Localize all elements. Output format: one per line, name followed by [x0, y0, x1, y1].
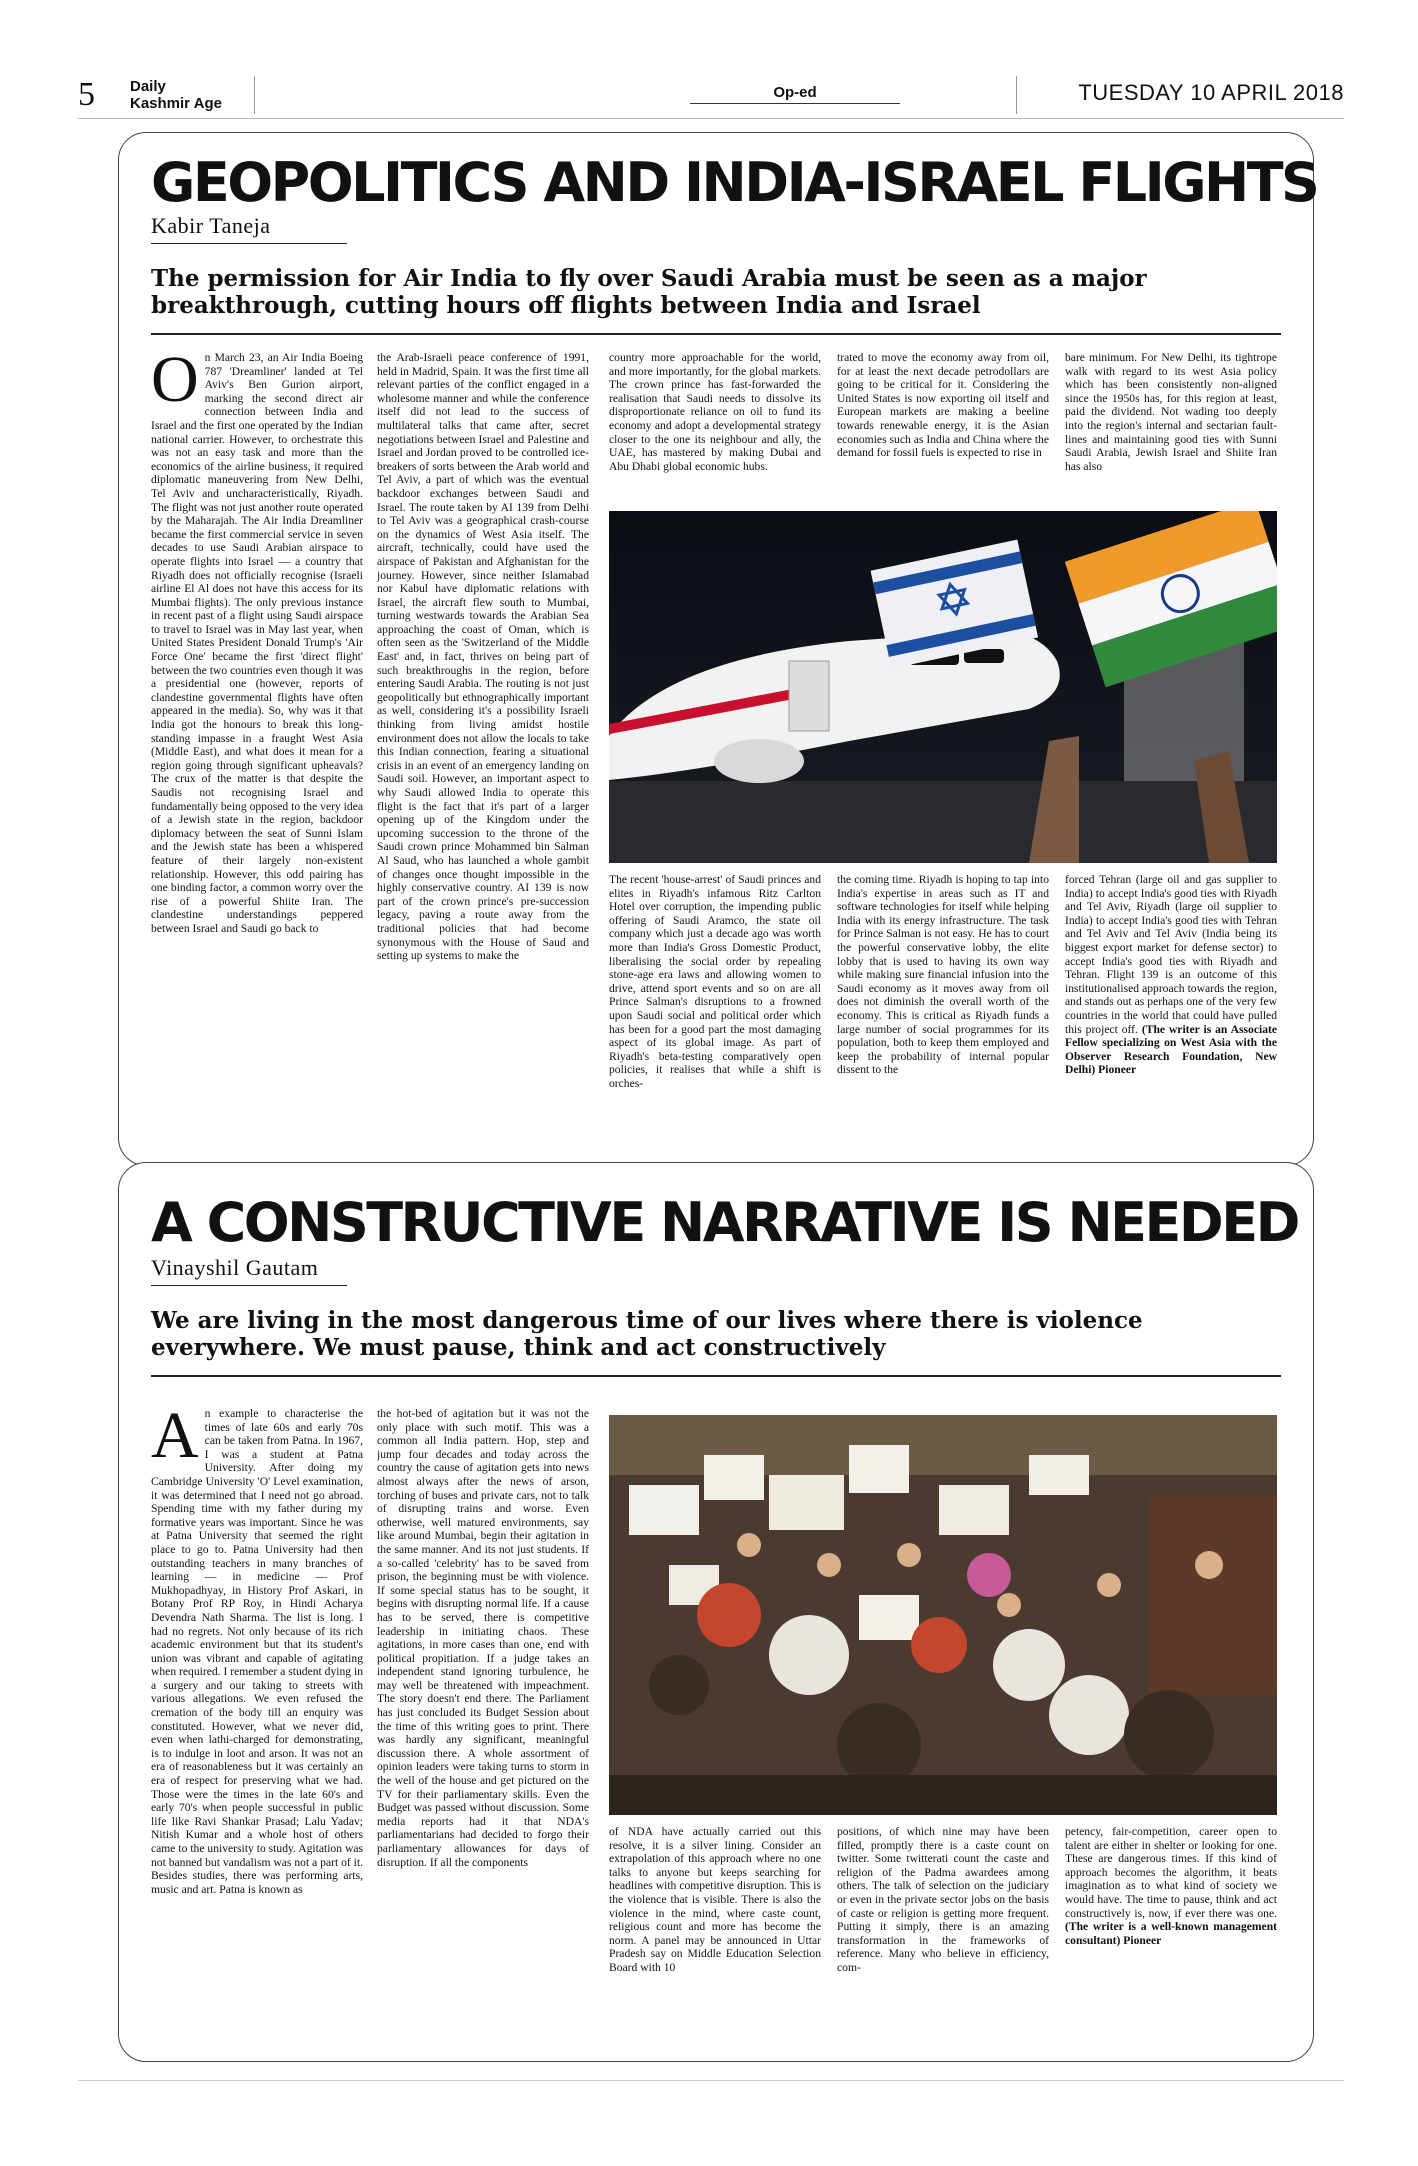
- section-label: Op-ed: [690, 84, 900, 104]
- photo-parliament-protest: [609, 1415, 1277, 1815]
- author-credit: (The writer is an Associate Fellow specializing on West Asia with the Observer Research Foundation, New Delhi) Pioneer: [1065, 1022, 1277, 1077]
- paper-name-line1: Daily: [130, 78, 166, 95]
- article-column-5-bottom: [1065, 873, 1277, 1153]
- divider: [1016, 76, 1017, 114]
- article-column-3-top: [609, 351, 821, 511]
- column-text: bare minimum. For New Delhi, its tightrope walk with regard to its west Asia policy which has been consistently non-aligned since the 1950s has, for this region at least, paid the dividend. Not wading too deeply into the region's internal and sectarian fault-lines and maintaining good ties with Sunni Saudi Arabia, Jewish Israel and Shiite Iran has also: [1065, 351, 1277, 473]
- divider: [151, 333, 1281, 335]
- column-text: n March 23, an Air India Boeing 787 'Dreamliner' landed at Tel Aviv's Ben Gurion airport, marking the second direct air connection between India and Israel and the first one operated by the Indian national carrier. However, to orchestrate this was not an easy task and more than the economics of the airline business, it required diplomatic maneuvering from New Delhi, Tel Aviv and uncharacteristically, Riyadh. The flight was not just another route operated by the Maharajah. The Air India Dreamliner became the first commercial service in seven decades to use Saudi Arabian airspace to operate flights into Israel — a country that Riyadh does not officially recognise (Israeli airline El Al does not have this access for its Mumbai flights). The only previous instance in recent past of a flight using Saudi airspace to travel to Israel was in May last year, when United States President Donald Trump's 'Air Force One' became the first 'direct flight' between the two countries even though it was a presidential one (however, reports of clandestine governmental flights have often appeared in the media). So, why was it that India got the honours to break this long-standing impasse in a fraught West Asia (Middle East), and what does it mean for a region going through significant upheavals? The crux of the matter is that despite the Saudis not recognising Israel and fundamentally being opposed to the very idea of a Jewish state in the region, backdoor diplomacy between the seat of Sunni Islam and the Jewish state has been a whispered feature of their largely non-existent relationship. However, this odd pairing has one binding factor, a common worry over the rise of a powerful Shiite Iran. The clandestine understandings peppered between Israel and Saudi go back to: [151, 351, 363, 935]
- footer-rule: [78, 2080, 1344, 2081]
- article-constructive-narrative: [118, 1162, 1314, 2062]
- article-standfirst: The permission for Air India to fly over Saudi Arabia must be seen as a major breakthrough, cutting hours off flights between India and Israel: [151, 265, 1147, 319]
- paper-name: [130, 78, 222, 112]
- article-column-5-top: [1065, 351, 1277, 511]
- article-column-2: [377, 1407, 589, 2047]
- column-text: trated to move the economy away from oil, for at least the next decade petrodollars are going to be critical for it. Considering the United States is now exporting oil itself and European markets are making a beeline towards renewable energy, it is the Asian economies such as India and China where the demand for fossil fuels is expected to rise in: [837, 351, 1049, 460]
- column-text: positions, of which nine may have been filled, promptly there is a caste count on twitter. Some twitterati count the caste and religion of the Padma awardees among others. The talk of selection on the judiciary or even in the private sector jobs on the basis of caste or religion is getting more frequent. Putting it simply, there is an amazing transformation in the frameworks of reference. Many who believe in efficiency, com-: [837, 1825, 1049, 1974]
- column-text: the Arab-Israeli peace conference of 1991, held in Madrid, Spain. It was the first time all relevant parties of the conflict engaged in a wholesome manner and while the conference itself did not lead to the success of multilateral talks that came after, secret negotiations between Israel and Palestine and Israel and Jordan proved to be controlled ice-breakers of sorts between the Arab world and Tel Aviv, a part of which was the eventual backdoor exchanges between Saudi and Israel. The route taken by AI 139 from Delhi to Tel Aviv was a geographical crash-course on the dynamics of West Asia itself. The aircraft, technically, could have used the airspace of Pakistan and Afghanistan for the journey. However, since neither Islamabad nor Kabul have diplomatic relations with Israel, the aircraft flew south to Mumbai, turning westwards towards the Arabian Sea approaching the coast of Oman, which is often seen as the 'Switzerland of the Middle East' and, in fact, thrives on being part of such breakthroughs in the region, before entering Saudi Arabia. The routing is not just geopolitically but ethnographically important as well, considering it's a possibility Israeli thinking from living amidst hostile environment does not allow the locals to take this Indian connection, fearing a situational crisis in an event of an emergency landing on Saudi soil. However, an important aspect to why Saudi allowed India to operate this flight is the fact that it's part of a larger opening up of the Kingdom under the upcoming succession to the throne of the Saudi crown prince Mohammed bin Salman Al Saud, who has launched a whole gambit of changes once thought impossible in the highly conservative country. AI 139 is now part of the crown prince's pre-succession legacy, paving a route away from the traditional policies that had become synonymous with the House of Saud and setting up systems to make the: [377, 351, 589, 963]
- article-geopolitics: [118, 132, 1318, 1166]
- article-column-1: [151, 351, 363, 1151]
- drop-cap: O: [151, 351, 199, 416]
- column-text: the hot-bed of agitation but it was not the only place with such motif. This was a common all India pattern. Hop, step and jump four decades and today across the country the cause of agitation gets into news almost always after the news of arson, torching of buses and private cars, not to talk of disrupting trains and worse. Even otherwise, well matured environments, say like around Mumbai, begin their agitation in the same manner. And its not just students. If a so-called 'celebrity' has to be saved from prison, the beginning must be with violence. If some special status has to be sought, it begins with disrupting normal life. If a cause has to be served, there is competitive leadership in initiating chaos. These agitations, in more cases than one, end with political propitiation. If a judge takes an independent stand ignoring turbulence, he may well be threatened with impeachment. The story doesn't end there. The Parliament has just concluded its Budget Session about the time of this writing goes to print. There was hardly any significant, meaningful discussion there. A whole assortment of opinion leaders were taking turns to storm in the well of the house and get pictured on the TV for their parliamentary skills. Even the Budget was passed without discussion. Some media reports had it that NDA's parliamentarians had decided to forgo their parliamentary allowances for days of disruption. If all the components: [377, 1407, 589, 1869]
- author-credit: (The writer is a well-known management consultant) Pioneer: [1065, 1920, 1277, 1947]
- column-text: petency, fair-competition, career open to talent are either in shelter or looking for one. These are dangerous times. If this kind of approach becomes the algorithm, it beats imagination as to what kind of society we would have. The time to pause, think and act constructively is, now, if ever there was one.: [1065, 1825, 1277, 1920]
- masthead-rule: [78, 118, 1344, 119]
- column-text: of NDA have actually carried out this resolve, it is a silver lining. Consider an extrapolation of this approach where no one talks to anyone but keeps searching for headlines with competitive disruption. This is the violence that is visible. There is also the violence in the mind, where caste count, religious count and more has become the norm. A panel may be announced in Uttar Pradesh say on Middle Education Selection Board with 10: [609, 1825, 821, 1974]
- divider: [151, 1375, 1281, 1377]
- masthead: [78, 76, 1344, 122]
- article-byline: Kabir Taneja: [151, 213, 347, 244]
- article-column-4: [837, 1825, 1049, 2047]
- page-number: 5: [78, 76, 95, 113]
- article-column-5: [1065, 1825, 1277, 2047]
- issue-date: TUESDAY 10 APRIL 2018: [1078, 80, 1344, 105]
- column-text: The recent 'house-arrest' of Saudi princes and elites in Riyadh's infamous Ritz Carlton Hotel over corruption, the impending public offering of Saudi Aramco, the state oil company which just a decade ago was worth more than India's Gross Domestic Product, liberalising the social order by repealing stone-age era laws and allowing women to drive, attend sport events and so on are all Prince Salman's disruptions to a frowned upon Saudi social and political order which has been for a good part the most damaging aspect of its global image. As part of Riyadh's beta-testing comparatively open policies, it realises that while a shift is orches-: [609, 873, 821, 1090]
- article-column-3: [609, 1825, 821, 2047]
- article-column-3-bottom: [609, 873, 821, 1153]
- article-headline: GEOPOLITICS AND INDIA-ISRAEL FLIGHTS: [151, 151, 1318, 214]
- article-column-4-top: [837, 351, 1049, 511]
- article-byline: Vinayshil Gautam: [151, 1255, 347, 1286]
- drop-cap: A: [151, 1407, 199, 1472]
- divider: [254, 76, 255, 114]
- photo-air-india-flags: [609, 511, 1277, 863]
- article-column-2: [377, 351, 589, 1151]
- article-standfirst: We are living in the most dangerous time of our lives where there is violence everywhere. We must pause, think and act constructively: [151, 1307, 1143, 1361]
- column-text: the coming time. Riyadh is hoping to tap into India's expertise in areas such as IT and software technologies for itself while helping India with its energy infrastructure. The task for Prince Salman is not easy. He has to court the powerful conservative lobby, the elite lobby that is used to having its own way while making sure financial infusion into the Saudi economy as it moves away from oil does not diminish the overall worth of the economy. This is critical as Riyadh funds a large number of social programmes for its population, both to keep them employed and keep the probability of internal popular dissent to the: [837, 873, 1049, 1077]
- article-headline: A CONSTRUCTIVE NARRATIVE IS NEEDED: [151, 1191, 1298, 1254]
- column-text: n example to characterise the times of late 60s and early 70s can be taken from Patna. In 1967, I was a student at Patna University. After doing my Cambridge University 'O' Level examination, it was determined that I need not go abroad. Spending time with my father during my formative years was important. Since he was at Patna University that seemed the right place to go to. Patna University had then outstanding teachers in many branches of learning — in medicine — Prof Mukhopadhyay, in History Prof Askari, in Botany Prof RP Roy, in Hindi Acharya Devendra Nath Sharma. The list is long. I had no regrets. Not only because of its rich academic environment but that its student's union was vibrant and capable of agitating when required. I remember a student dying in a surgery and our taking to streets with various allegations. We even refused the cremation of the body till an enquiry was constituted. However, what we never did, even when lathi-charged for demonstrating, is to indulge in loot and arson. It was not an era of reasonableness but it was certainly an era of respect for preserving what we had. Those were the times in the late 60's and early 70's when people successful in public life like Ravi Shankar Prasad; Lalu Yadav; Nitish Kumar and a whole host of others came to the university to study. Agitation was not banned but vandalism was not a part of it. Besides studies, there was performing arts, music and art. Patna is known as: [151, 1407, 363, 1896]
- article-column-1: [151, 1407, 363, 2047]
- column-text: country more approachable for the world, and more importantly, for the global markets. The crown prince has fast-forwarded the realisation that Saudi needs to dissolve its disproportionate reliance on oil to fund its economy and adopt a developmental strategy closer to the one its neighbour and ally, the UAE, has mastered by making Dubai and Abu Dhabi global economic hubs.: [609, 351, 821, 473]
- column-text: forced Tehran (large oil and gas supplier to India) to accept India's good ties with Riyadh and Tel Aviv, Riyadh (large oil supplier to India) to accept India's good ties with Tehran and Tel Aviv and Tel Aviv (India being its biggest export market for defense sector) to accept India's good ties with Riyadh and Tehran. Flight 139 is an outcome of this institutionalised approach towards the region, and stands out as perhaps one of the very few countries in the world that could have pulled this project off.: [1065, 873, 1277, 1036]
- article-column-4-bottom: [837, 873, 1049, 1153]
- paper-name-line2: Kashmir Age: [130, 95, 222, 112]
